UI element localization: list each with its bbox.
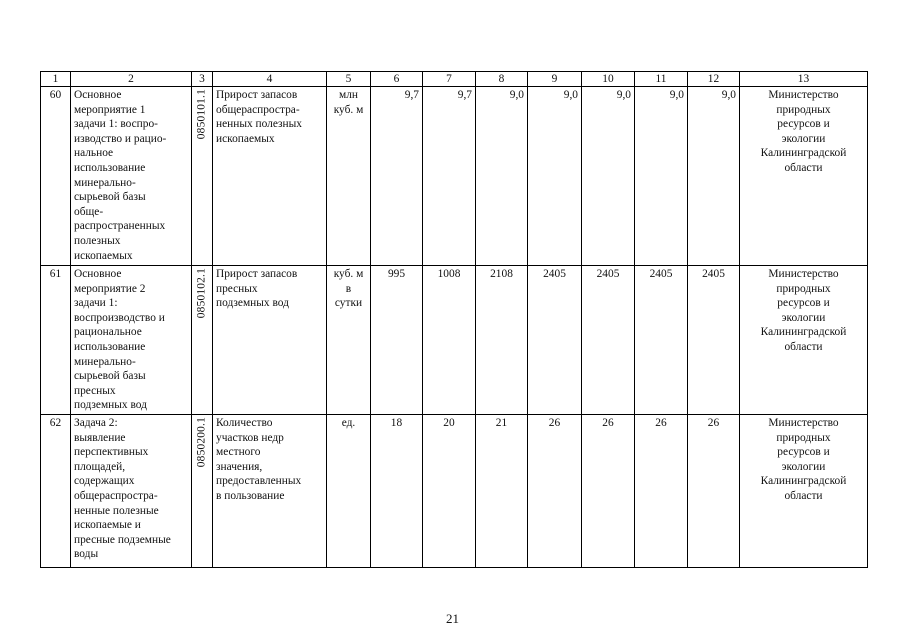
org-line: Калининградской: [760, 326, 847, 339]
indicator-line: предоставленных: [216, 475, 302, 488]
org-line: области: [784, 340, 823, 353]
event-line: мероприятие 2: [74, 282, 146, 295]
event-line: мероприятие 1: [74, 103, 146, 116]
org-line: Министерство: [768, 89, 839, 101]
indicator-value: 9,0: [476, 87, 528, 266]
indicator-line: общераспростра-: [216, 103, 300, 116]
row-number: 60: [41, 87, 71, 266]
budget-code-text: 0850200.1: [195, 416, 208, 468]
event-line: общераспростра-: [74, 489, 158, 502]
event-line: минерально-: [74, 355, 136, 368]
indicator-name: [213, 414, 327, 567]
responsible-organization: [740, 266, 868, 415]
unit-line: млн: [339, 89, 358, 101]
indicator-name: [213, 266, 327, 415]
page-number: 21: [446, 611, 459, 626]
budget-code: [192, 414, 213, 567]
indicator-value: 1008: [423, 266, 476, 415]
column-number: 7: [423, 72, 476, 87]
indicator-line: участков недр: [216, 431, 284, 444]
column-number: 5: [327, 72, 371, 87]
event-name: [71, 266, 192, 415]
event-line: обще-: [74, 205, 104, 218]
org-line: области: [784, 489, 823, 502]
indicator-line: местного: [216, 446, 261, 459]
indicator-line: Прирост запасов: [216, 268, 298, 280]
column-number: 9: [528, 72, 582, 87]
event-line: Основное: [74, 89, 122, 101]
indicator-value: 9,7: [371, 87, 423, 266]
event-line: задачи 1: воспро-: [74, 118, 158, 131]
org-line: ресурсов и: [777, 118, 830, 131]
indicator-line: в пользование: [216, 489, 285, 502]
budget-code-text: 0850101.1: [195, 89, 208, 140]
column-number: 2: [71, 72, 192, 87]
unit-of-measure: [327, 414, 371, 567]
table-row: [41, 414, 868, 567]
indicator-value: 9,0: [635, 87, 688, 266]
org-line: природных: [776, 282, 831, 295]
event-line: ископаемые и: [74, 519, 141, 532]
event-name: [71, 414, 192, 567]
indicator-value: 2108: [476, 266, 528, 415]
column-number: 13: [740, 72, 868, 87]
org-line: ресурсов и: [777, 297, 830, 310]
event-line: площадей,: [74, 460, 126, 473]
indicator-line: подземных вод: [216, 297, 289, 310]
indicator-line: Количество: [216, 416, 273, 429]
responsible-organization: [740, 414, 868, 567]
responsible-organization: [740, 87, 868, 266]
indicator-value: 26: [582, 414, 635, 567]
indicator-value: 26: [688, 414, 740, 567]
indicator-value: 26: [635, 414, 688, 567]
column-number: 8: [476, 72, 528, 87]
org-line: Министерство: [768, 416, 839, 429]
org-line: Министерство: [768, 268, 839, 280]
event-line: сырьевой базы: [74, 191, 146, 204]
row-number: 62: [41, 414, 71, 567]
indicator-value: 26: [528, 414, 582, 567]
indicator-value: 18: [371, 414, 423, 567]
event-line: перспективных: [74, 446, 149, 459]
table-row: [41, 87, 868, 266]
event-line: пресные подземные: [74, 533, 171, 546]
column-number-row: [41, 72, 868, 87]
unit-of-measure: [327, 87, 371, 266]
column-number: 10: [582, 72, 635, 87]
org-line: природных: [776, 103, 831, 116]
indicator-value: 9,0: [582, 87, 635, 266]
org-line: области: [784, 161, 823, 174]
event-line: воды: [74, 548, 99, 561]
table-row: [41, 266, 868, 415]
event-line: использование: [74, 161, 146, 174]
indicator-value: 2405: [528, 266, 582, 415]
event-line: рациональное: [74, 326, 142, 339]
event-line: выявление: [74, 431, 126, 444]
org-line: экологии: [781, 311, 826, 324]
unit-line: сутки: [334, 297, 363, 310]
event-line: воспроизводство и: [74, 311, 165, 324]
event-line: полезных: [74, 234, 121, 247]
indicator-name: [213, 87, 327, 266]
event-line: нальное: [74, 147, 114, 160]
budget-code-text: 0850102.1: [195, 268, 208, 319]
budget-code: [192, 266, 213, 415]
column-number: 6: [371, 72, 423, 87]
indicator-line: значения,: [216, 460, 263, 473]
org-line: Калининградской: [760, 147, 847, 160]
indicator-value: 2405: [582, 266, 635, 415]
org-line: природных: [776, 431, 831, 444]
unit-line: куб. м: [333, 268, 364, 280]
indicator-value: 20: [423, 414, 476, 567]
event-line: Задача 2:: [74, 416, 118, 429]
event-line: задачи 1:: [74, 297, 118, 310]
indicator-value: 9,0: [688, 87, 740, 266]
column-number: 4: [213, 72, 327, 87]
column-number: 3: [192, 72, 213, 87]
event-line: распространенных: [74, 220, 166, 233]
unit-of-measure: [327, 266, 371, 415]
event-line: минерально-: [74, 176, 136, 189]
indicator-value: 995: [371, 266, 423, 415]
event-line: подземных вод: [74, 399, 147, 412]
indicator-value: 21: [476, 414, 528, 567]
program-indicators-table: [40, 71, 868, 568]
indicator-line: Прирост запасов: [216, 89, 298, 101]
event-line: изводство и рацио-: [74, 132, 167, 145]
column-number: 1: [41, 72, 71, 87]
column-number: 11: [635, 72, 688, 87]
indicator-value: 9,7: [423, 87, 476, 266]
indicator-value: 2405: [635, 266, 688, 415]
org-line: Калининградской: [760, 475, 847, 488]
indicator-value: 2405: [688, 266, 740, 415]
org-line: экологии: [781, 460, 826, 473]
event-line: сырьевой базы: [74, 370, 146, 383]
indicator-line: ненных полезных: [216, 118, 303, 131]
indicator-line: пресных: [216, 282, 258, 295]
unit-line: в: [345, 282, 352, 295]
unit-line: ед.: [341, 416, 356, 429]
event-name: [71, 87, 192, 266]
unit-line: куб. м: [333, 103, 364, 116]
indicator-line: ископаемых: [216, 132, 275, 145]
row-number: 61: [41, 266, 71, 415]
event-line: ископаемых: [74, 249, 133, 262]
event-line: ненные полезные: [74, 504, 159, 517]
event-line: пресных: [74, 384, 116, 397]
budget-code: [192, 87, 213, 266]
event-line: содержащих: [74, 475, 135, 488]
event-line: Основное: [74, 268, 122, 280]
org-line: ресурсов и: [777, 446, 830, 459]
indicator-value: 9,0: [528, 87, 582, 266]
event-line: использование: [74, 340, 146, 353]
column-number: 12: [688, 72, 740, 87]
org-line: экологии: [781, 132, 826, 145]
